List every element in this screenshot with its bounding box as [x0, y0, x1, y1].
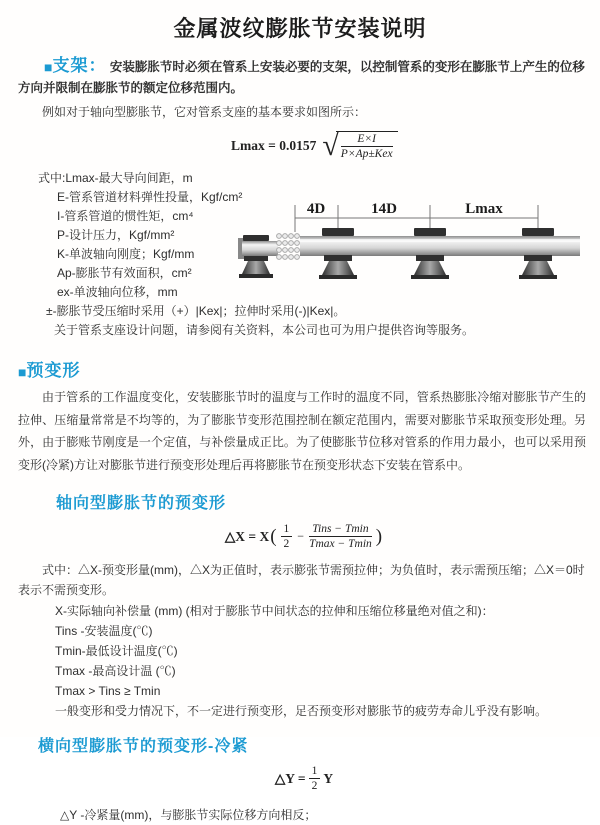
support-heading: 支架：: [52, 56, 107, 75]
axial-heading: 轴向型膨胀节的预变形: [56, 495, 227, 512]
definition-item: ex-单波轴向位移，mm: [57, 285, 178, 299]
support-intro-text: 安装膨胀节时必须在管系上安装必要的支架，以控制管系的变形在膨胀节上产生的位移方向并限制在膨胀节的额定位移范围内。: [18, 60, 585, 95]
axial-formula-lhs: △X = X: [224, 528, 270, 544]
transverse-heading: 横向型膨胀节的预变形-冷紧: [38, 738, 249, 755]
temp-denominator: Tmax − Tmin: [309, 538, 372, 550]
axial-items-list: [18, 602, 590, 721]
half-denominator: 2: [311, 780, 318, 792]
section-marker-icon: ■: [18, 364, 27, 380]
definition-item: K-单波轴向刚度；Kgf/mm: [57, 247, 195, 261]
lmax-formula: [231, 131, 590, 161]
axial-item: Tmax > Tins ≥ Tmin: [55, 684, 161, 698]
section-marker-icon: ■: [44, 59, 53, 75]
definition-item: 关于管系支座设计问题，请参阅有关资料，本公司也可为用户提供咨询等服务。: [54, 323, 475, 337]
page-title: 金属波纹膨胀节安装说明: [173, 16, 427, 41]
radicand-denominator: P×Ap±Kex: [340, 148, 393, 160]
close-paren: ): [375, 525, 383, 547]
axial-item: Tmax -最高设计温 (℃): [55, 664, 176, 678]
support-example-text: 例如对于轴向型膨胀节，它对管系支座的基本要求如图所示：: [42, 105, 367, 119]
axial-item: 一般变形和受力情况下，不一定进行预变形，足否预变形对膨胀节的疲劳寿命儿乎没有影响。: [55, 704, 548, 718]
open-paren: (: [270, 525, 277, 547]
dim-label-lmax: Lmax: [465, 201, 503, 217]
support-lead-paragraph: [18, 55, 590, 99]
dim-label-4d: 4D: [306, 201, 326, 217]
radicand-fraction: [336, 131, 398, 160]
transverse-formula-rhs: Y: [323, 770, 334, 786]
fraction-half: [309, 765, 321, 792]
minus-operator: −: [297, 529, 305, 543]
half-numerator: 1: [309, 765, 321, 779]
definition-item: Ap-膨胀节有效面积，cm²: [57, 266, 192, 280]
square-root: [322, 131, 397, 161]
definition-item: ±-膨胀节受压缩时采用（+）|Kex|；拉伸时采用(-)|Kex|。: [46, 304, 346, 318]
radical-sign: √: [322, 129, 339, 162]
axial-item: X-实际轴向补偿量 (mm) (相对于膨胀节中间状态的拉伸和压缩位移量绝对值之和)：: [55, 604, 494, 618]
axial-item: Tmin-最低设计温度(℃): [55, 644, 178, 658]
definition-item: E-管系管道材料弹性投量，Kgf/cm²: [57, 190, 243, 204]
half-denominator: 2: [283, 538, 290, 550]
radicand-numerator: E×I: [341, 133, 393, 147]
bellows: [277, 234, 300, 260]
deformation-heading: 预变形: [26, 361, 81, 380]
temp-numerator: Tins − Tmin: [309, 523, 372, 537]
definition-item: 式中:Lmax-最大导向间距，m: [38, 171, 193, 185]
transverse-formula-lhs: △Y =: [274, 770, 306, 786]
transverse-formula: [18, 765, 590, 792]
fraction-half: [281, 523, 293, 550]
deformation-section: [0, 356, 600, 825]
half-numerator: 1: [281, 523, 293, 537]
stub-pipe: [242, 241, 278, 256]
axial-explain-paragraph: 式中：△X-预变形量(mm)，△X为正值时，表示膨张节需预拉伸；为负值时，表示需预压缩；△X＝0时表示不需预变形。: [18, 563, 585, 597]
lmax-formula-lhs: Lmax = 0.0157: [231, 138, 317, 153]
definition-item: I-管系管道的惯性矩，cm⁴: [57, 209, 194, 223]
dim-label-14d: 14D: [371, 201, 397, 217]
transverse-note: △Y -冷紧量(mm)，与膨胀节实际位移方向相反；: [60, 808, 317, 822]
deformation-heading-row: [18, 356, 590, 381]
axial-formula: [18, 523, 590, 550]
pipe-highlight: [300, 239, 580, 242]
definition-item: P-设计压力，Kgf/mm²: [57, 228, 175, 242]
support-spacing-diagram: [238, 192, 598, 288]
axial-item: Tins -安装温度(℃): [55, 624, 153, 638]
fraction-temperature: [309, 523, 372, 550]
deformation-paragraph: 由于管系的工作温度变化，安装膨胀节时的温度与工作时的温度不同，管系热膨胀冷缩对膨胀节产生的拉伸、压缩量常常是不均等的，为了膨胀节变形范围控制在额定范围内，需要对膨胀节采取预变形处理。另外，由于膨账节刚度是一个定值，与补偿量成正比。为了使膨胀节位移对管系的作用力最小，也可以采用预变形(冷紧)方让对膨胀节进行预变形处理后再将膨胀节在预变形状态下安装在管系中。: [18, 390, 586, 472]
